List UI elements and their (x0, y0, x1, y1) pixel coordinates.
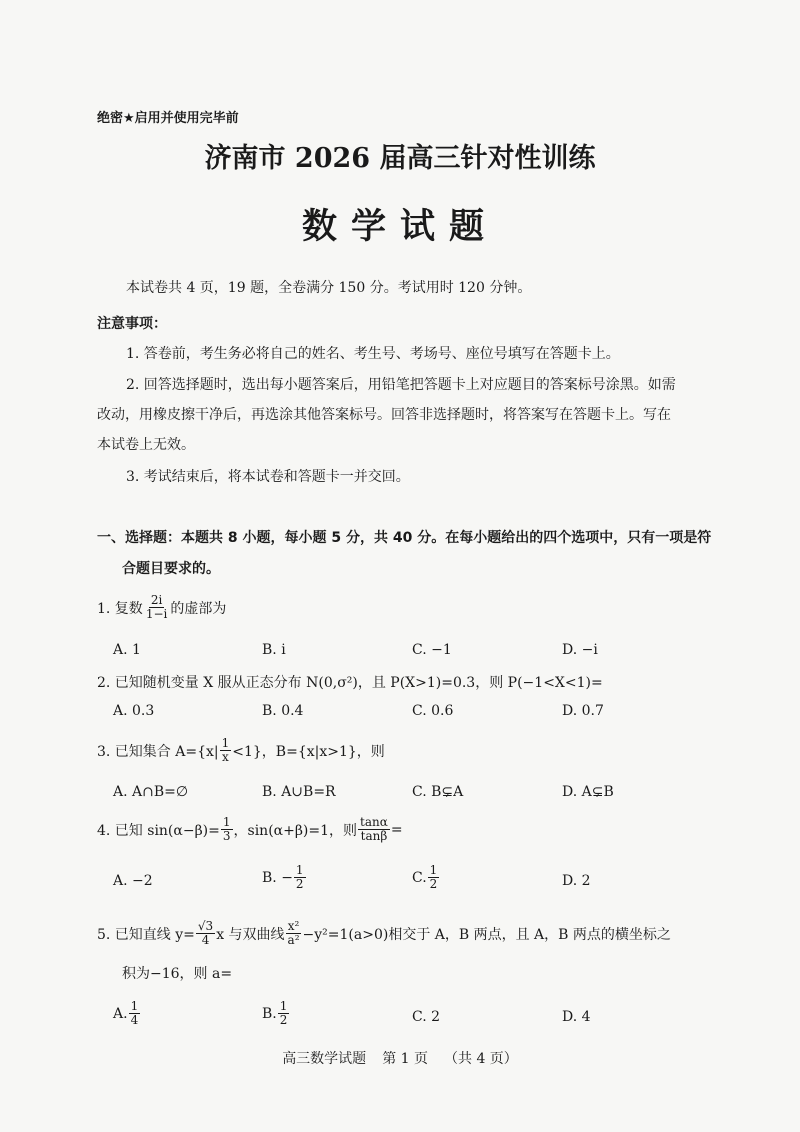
q4-option-c (412, 864, 440, 891)
q1-option-c: C. −1 (412, 642, 452, 658)
question-3-fraction (220, 737, 232, 764)
q5-option-d: D. 4 (562, 1009, 591, 1025)
fraction-denominator: tanβ (360, 829, 388, 843)
fraction-numerator: 2i (150, 593, 163, 607)
q5-option-c: C. 2 (412, 1009, 441, 1025)
fraction-denominator: x (222, 750, 229, 764)
question-4-fraction-2 (358, 816, 390, 843)
question-1 (97, 594, 226, 621)
option-fraction (294, 864, 306, 891)
option-fraction (278, 1000, 290, 1027)
notice-item-2-line-1: 2. 回答选择题时，选出每小题答案后，用铅笔把答题卡上对应题目的答案标号涂黑。如需 (126, 377, 676, 393)
footer-total-pages: （共 4 页） (444, 1051, 518, 1067)
footer-subject: 高三数学试题 (282, 1051, 367, 1067)
q3-option-b: B. A∪B=R (262, 784, 336, 800)
q5-option-a (113, 1000, 141, 1027)
q4-option-a: A. −2 (113, 873, 153, 889)
question-5-prefix: 5. 已知直线 y= (97, 926, 195, 943)
question-2: 2. 已知随机变量 X 服从正态分布 N(0,σ²)，且 P(X>1)=0.3，则 P(−1<X<1)= (97, 675, 603, 691)
fraction-numerator: tanα (360, 815, 388, 829)
question-5-middle-2: −y²=1(a>0)相交于 A，B 两点，且 A，B 两点的横坐标之 (302, 926, 671, 943)
question-5-fraction-1 (196, 920, 215, 947)
question-5-line-2: 积为−16，则 a= (122, 966, 233, 982)
question-5 (97, 920, 671, 947)
question-1-fraction (144, 594, 170, 621)
fraction-numerator: 1 (221, 736, 230, 750)
secret-mark: 绝密★启用并使用完毕前 (97, 111, 239, 126)
q4-option-d: D. 2 (562, 873, 591, 889)
page-footer (0, 1048, 800, 1068)
fraction-denominator: 2 (429, 877, 438, 891)
exam-title: 济南市 2026 届高三针对性训练 (204, 143, 596, 174)
option-label: B. (262, 1005, 277, 1022)
exam-intro: 本试卷共 4 页，19 题，全卷满分 150 分。考试用时 120 分钟。 (126, 280, 532, 296)
fraction-denominator: 2 (279, 1013, 288, 1027)
section-heading-line-2: 合题目要求的。 (122, 561, 220, 577)
question-3-prefix: 3. 已知集合 A={x| (97, 743, 219, 760)
footer-page-number: 第 1 页 (382, 1051, 428, 1067)
option-label: B. − (262, 869, 293, 886)
option-fraction (428, 864, 440, 891)
fraction-denominator: 3 (222, 829, 231, 843)
question-5-middle-1: x 与双曲线 (216, 926, 285, 943)
section-heading-line-1: 一、选择题：本题共 8 小题，每小题 5 分，共 40 分。在每小题给出的四个选项中，只有一项是符 (97, 530, 712, 546)
notice-heading: 注意事项： (97, 316, 167, 332)
q5-option-b (262, 1000, 290, 1027)
subject-title: 数学试题 (301, 206, 498, 247)
fraction-numerator: 1 (222, 815, 231, 829)
q2-option-d: D. 0.7 (562, 703, 604, 719)
fraction-numerator: x² (287, 919, 300, 933)
option-fraction (129, 1000, 141, 1027)
q1-option-b: B. i (262, 642, 286, 658)
fraction-numerator: 1 (130, 999, 139, 1013)
question-4-fraction-1 (221, 816, 233, 843)
notice-item-1: 1. 答卷前，考生务必将自己的姓名、考生号、考场号、座位号填写在答题卡上。 (126, 346, 620, 362)
question-1-prefix: 1. 复数 (97, 600, 143, 617)
fraction-denominator: 1−i (145, 607, 168, 621)
question-3 (97, 737, 385, 764)
option-label: C. (412, 869, 427, 886)
q4-option-b (262, 864, 307, 891)
q3-option-a: A. A∩B=∅ (113, 784, 189, 800)
q3-option-d: D. A⊊B (562, 784, 614, 800)
q3-option-c: C. B⊊A (412, 784, 464, 800)
q1-option-a: A. 1 (113, 642, 141, 658)
q1-option-d: D. −i (562, 642, 598, 658)
fraction-numerator: 1 (429, 863, 438, 877)
fraction-denominator: 2 (295, 877, 304, 891)
notice-item-2-line-2: 改动，用橡皮擦干净后，再选涂其他答案标号。回答非选择题时，将答案写在答题卡上。写在 (97, 407, 671, 423)
fraction-denominator: 4 (130, 1013, 139, 1027)
question-4-prefix: 4. 已知 sin(α−β)= (97, 822, 220, 839)
fraction-numerator: 1 (295, 863, 304, 877)
q2-option-b: B. 0.4 (262, 703, 304, 719)
fraction-denominator: a² (287, 933, 300, 947)
option-label: A. (113, 1005, 128, 1022)
q2-option-c: C. 0.6 (412, 703, 454, 719)
question-3-suffix: <1}，B={x|x>1}，则 (232, 743, 385, 760)
notice-item-3: 3. 考试结束后，将本试卷和答题卡一并交回。 (126, 469, 410, 485)
question-1-suffix: 的虚部为 (170, 600, 227, 617)
question-4-middle: ，sin(α+β)=1，则 (233, 822, 358, 839)
fraction-numerator: √3 (197, 919, 214, 933)
question-4-suffix: = (390, 821, 403, 838)
q2-option-a: A. 0.3 (113, 703, 155, 719)
fraction-denominator: 4 (201, 933, 210, 947)
notice-item-2-line-3: 本试卷上无效。 (97, 437, 195, 453)
fraction-numerator: 1 (279, 999, 288, 1013)
question-5-fraction-2 (286, 920, 302, 947)
question-4 (97, 816, 403, 843)
